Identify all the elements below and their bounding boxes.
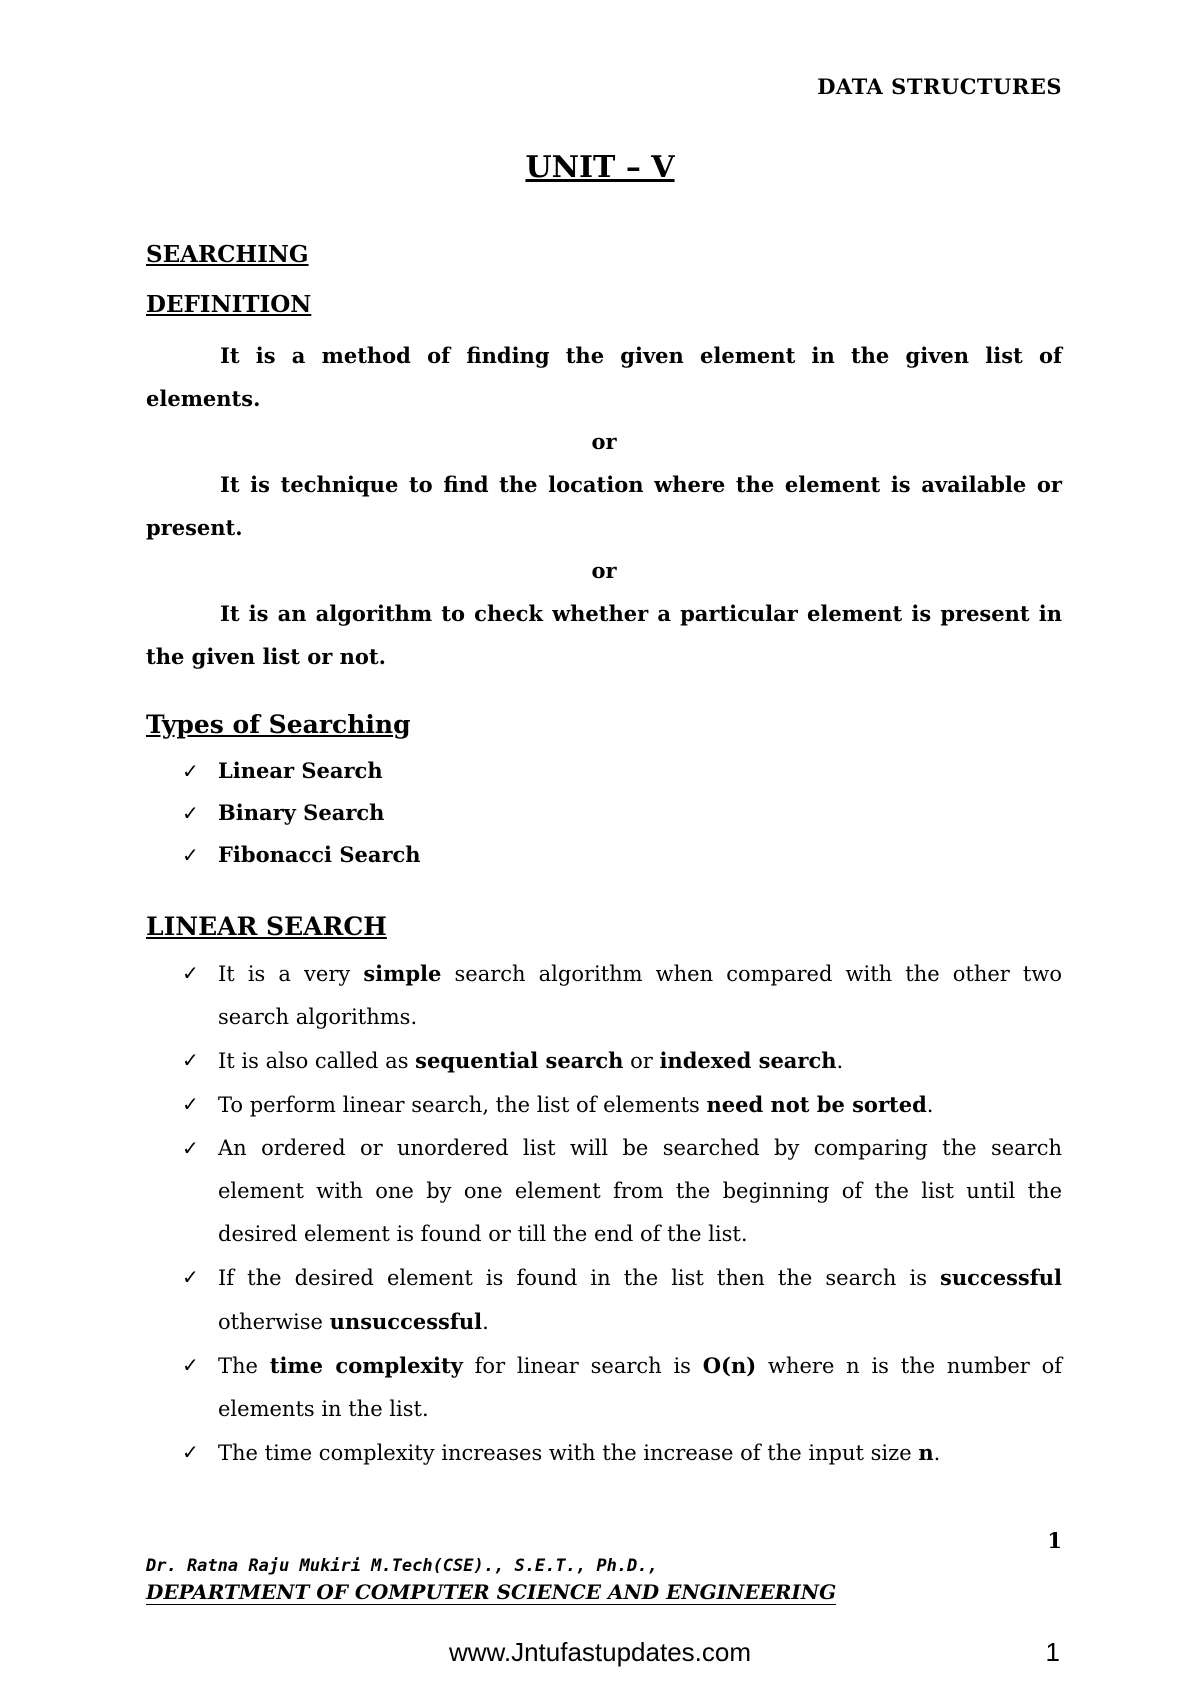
- list-item: ✓ It is also called as sequential search or indexed search.: [218, 1039, 1062, 1083]
- list-item: ✓ Binary Search: [218, 792, 1062, 834]
- list-item: ✓ Linear Search: [218, 750, 1062, 792]
- list-item: ✓ An ordered or unordered list will be searched by comparing the search element with one by one element from the beginning of the list until the desired element is found or till the end of the list.: [218, 1127, 1062, 1256]
- course-title: DATA STRUCTURES: [817, 74, 1062, 99]
- types-heading: Types of Searching: [146, 710, 411, 739]
- types-list: [146, 750, 1062, 876]
- check-icon: ✓: [182, 961, 199, 985]
- page-number: 1: [1047, 1528, 1062, 1553]
- list-item: ✓ Fibonacci Search: [218, 834, 1062, 876]
- check-icon: ✓: [182, 1440, 199, 1464]
- definition-heading: DEFINITION: [146, 291, 312, 318]
- list-item: ✓ It is a very simple search algorithm when compared with the other two search algorithms.: [218, 952, 1062, 1039]
- definition-2: It is technique to find the location where the element is available or present.: [146, 472, 1062, 540]
- linear-search-points: [146, 952, 1062, 1475]
- website-link[interactable]: www.Jntufastupdates.com: [448, 1637, 752, 1667]
- check-icon: ✓: [182, 1048, 199, 1072]
- page-content: [146, 230, 1062, 1475]
- author-credit: Dr. Ratna Raju Mukiri M.Tech(CSE)., S.E.T., Ph.D.,: [146, 1556, 658, 1576]
- check-icon: ✓: [182, 1136, 199, 1160]
- linear-search-heading: LINEAR SEARCH: [146, 912, 387, 941]
- unit-title: UNIT – V: [525, 150, 675, 185]
- check-icon: ✓: [182, 1265, 199, 1289]
- check-icon: ✓: [182, 843, 199, 867]
- or-separator-1: or: [591, 429, 617, 454]
- list-item: ✓ The time complexity for linear search is O(n) where n is the number of elements in the list.: [218, 1344, 1062, 1431]
- definition-3: It is an algorithm to check whether a particular element is present in the given list or not.: [146, 601, 1062, 669]
- definition-1: It is a method of finding the given element in the given list of elements.: [146, 343, 1062, 411]
- or-separator-2: or: [591, 558, 617, 583]
- check-icon: ✓: [182, 759, 199, 783]
- list-item: ✓ The time complexity increases with the increase of the input size n.: [218, 1431, 1062, 1475]
- list-item: ✓ If the desired element is found in the list then the search is successful otherwise unsuccessful.: [218, 1256, 1062, 1344]
- list-item: ✓ To perform linear search, the list of elements need not be sorted.: [218, 1083, 1062, 1127]
- check-icon: ✓: [182, 1092, 199, 1116]
- department-name: DEPARTMENT OF COMPUTER SCIENCE AND ENGINEERING: [146, 1580, 837, 1604]
- check-icon: ✓: [182, 1353, 199, 1377]
- searching-heading: SEARCHING: [146, 241, 309, 268]
- page-number-outer: 1: [1045, 1637, 1060, 1667]
- check-icon: ✓: [182, 801, 199, 825]
